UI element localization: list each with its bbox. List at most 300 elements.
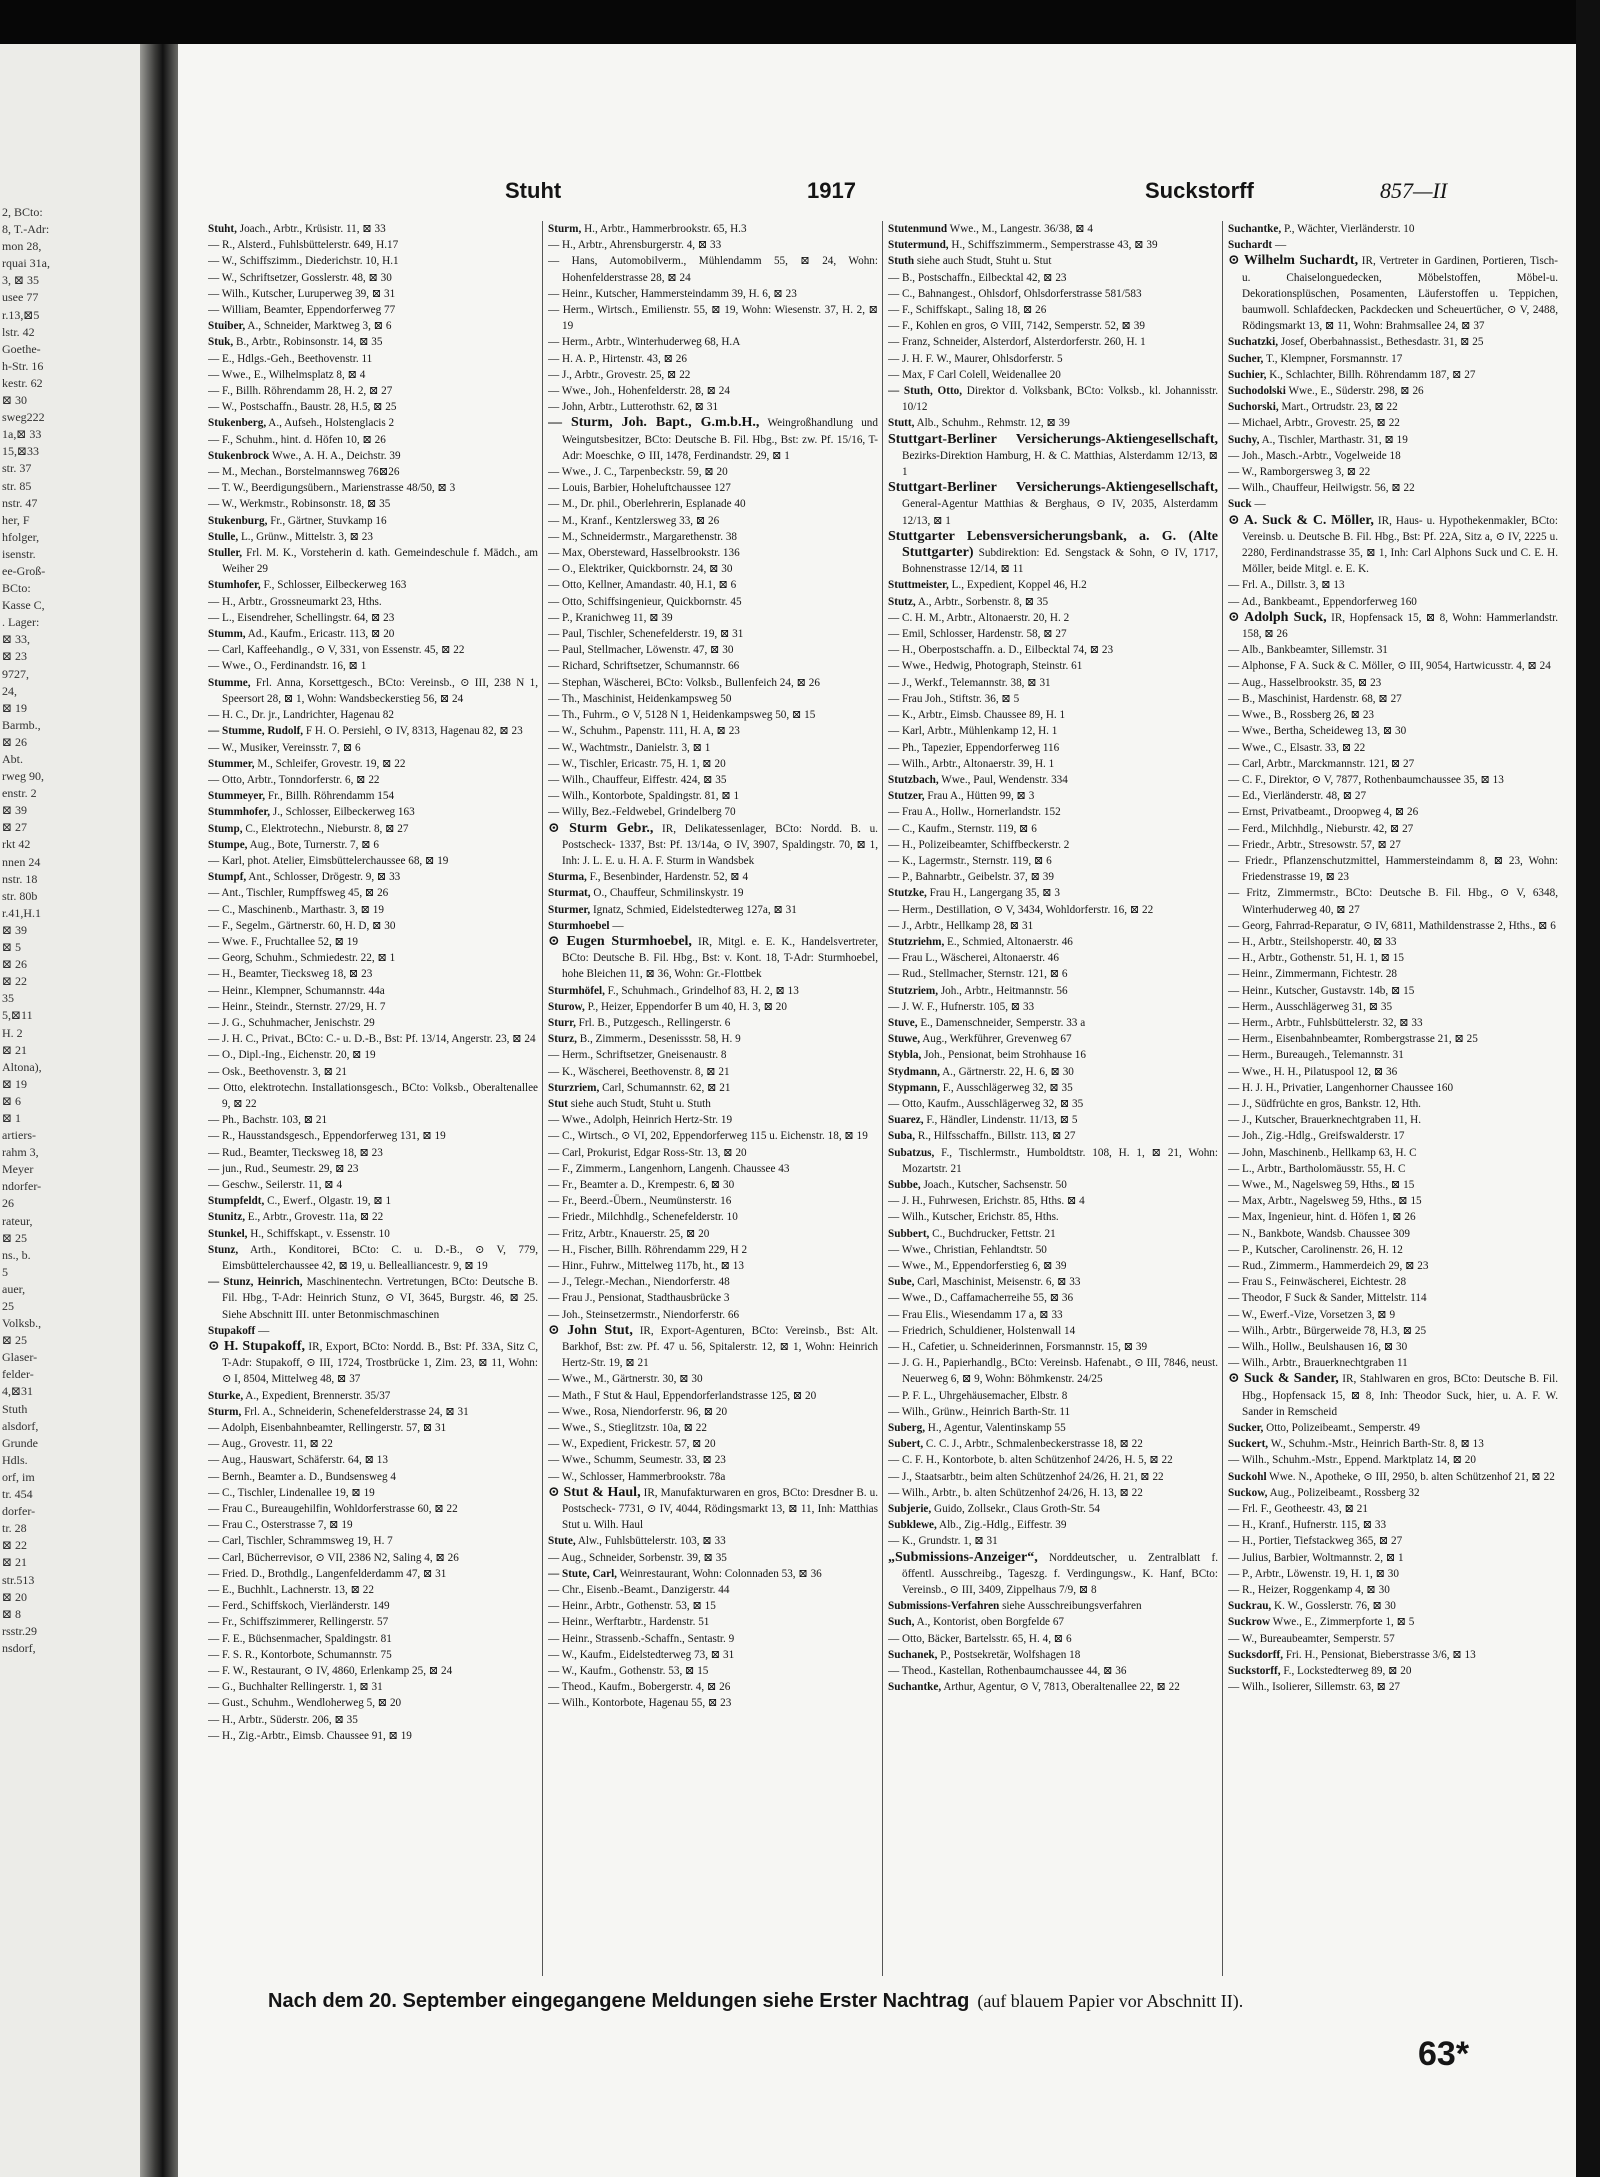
entry-details: Carl, Schumannstr. 62, ⊠ 21	[599, 1081, 731, 1094]
entry-details: — Georg, Fahrrad-Reparatur, ⊙ IV, 6811, Mathildenstrasse 2, Hths., ⊠ 6	[1228, 919, 1556, 932]
directory-entry	[548, 999, 878, 1015]
entry-name: Stutzer,	[888, 790, 925, 803]
directory-entry	[208, 642, 538, 658]
previous-page-fragment: 1a,⊠ 33	[2, 427, 42, 442]
entry-details: — C., Wirtsch., ⊙ VI, 202, Eppendorferweg 115 u. Eichenstr. 18, ⊠ 19	[548, 1130, 868, 1143]
entry-details: Aug., Bote, Turnerstr. 7, ⊠ 6	[247, 838, 380, 851]
previous-page-fragment: kestr. 62	[2, 375, 43, 390]
directory-entry	[208, 1452, 538, 1468]
directory-entry	[888, 902, 1218, 918]
entry-details: — Aug., Hasselbrookstr. 35, ⊠ 23	[1228, 676, 1382, 689]
entry-details: — M., Mechan., Borstelmannsweg 76⊠26	[208, 466, 400, 479]
directory-entry	[1228, 1161, 1558, 1177]
directory-entry	[888, 1290, 1218, 1306]
entry-details: IR, Vertreter in Gardinen, Portieren, Tisch-u. Chaiselonguedecken, Möbelstoffen, Möbel-u. Dekorationsplüschen, Posamenten, Läuferstoffen u. Teppichen, baumwoll. Schlafdecken, Packdecken und Scheuertücher, ⊙ V, 2488, Rödingsmarkt 13, ⊠ 11, Wohn: Brahmsallee 24, ⊠ 37	[1242, 255, 1558, 333]
entry-details: — Georg, Schuhm., Schmiedestr. 22, ⊠ 1	[208, 952, 396, 965]
entry-details: F., Tischlermstr., Humboldtstr. 108, H. 1, ⊠ 21, Wohn: Mozartstr. 21	[902, 1146, 1218, 1175]
directory-entry	[208, 610, 538, 626]
directory-entry	[548, 1258, 878, 1274]
previous-page-fragment: mon 28,	[2, 239, 42, 254]
entry-name: Stulle,	[208, 530, 239, 543]
directory-entry	[208, 902, 538, 918]
entry-details: Maschinentechn. Vertretungen, BCto: Deutsche B. Fil. Hbg., T-Adr: Heinrich Stunz, ⊙ VI, 3645, Burgstr. 46, ⊠ 25. Siehe Abschnitt III. unter Betonmischmaschinen	[222, 1276, 538, 1321]
directory-entry	[888, 1193, 1218, 1209]
directory-entry	[208, 1614, 538, 1630]
entry-name: ⊙ Sturm Gebr.,	[548, 820, 654, 836]
previous-page-fragment: ⊠ 33,	[2, 632, 31, 647]
directory-entry	[888, 837, 1218, 853]
directory-column-3	[888, 221, 1218, 1976]
entry-details: — J., Arbtr., Hellkamp 28, ⊠ 31	[888, 919, 1034, 932]
entry-details: — Ant., Tischler, Rumpffsweg 45, ⊠ 26	[208, 887, 389, 900]
directory-entry	[1228, 577, 1558, 593]
directory-entry	[208, 1647, 538, 1663]
entry-name: Stummhofer,	[208, 806, 271, 819]
entry-details: A., Aufseh., Holstenglacis 2	[266, 417, 395, 430]
entry-details: A., Tischler, Marthastr. 31, ⊠ 19	[1259, 433, 1408, 446]
entry-details: — K., Wäscherei, Beethovenstr. 8, ⊠ 21	[548, 1065, 730, 1078]
directory-entry	[548, 480, 878, 496]
entry-details: — Herm., Bureaugeh., Telemannstr. 31	[1228, 1049, 1404, 1062]
previous-page-fragment: ndorfer-	[2, 1179, 42, 1194]
directory-entry	[548, 918, 878, 934]
entry-name: Stutermund,	[888, 239, 949, 252]
entry-details: — Karl, Arbtr., Mühlenkamp 12, H. 1	[888, 725, 1058, 738]
directory-entry	[1228, 1047, 1558, 1063]
entry-name: Stumme,	[208, 676, 251, 689]
entry-details: — Wilh., Kontorbote, Hagenau 55, ⊠ 23	[548, 1697, 732, 1710]
entry-details: General-Agentur Matthias & Berghaus, ⊙ IV, 2035, Alsterdamm 12/13, ⊠ 1	[902, 498, 1218, 527]
directory-entry	[888, 1242, 1218, 1258]
directory-entry	[548, 1647, 878, 1663]
directory-entry	[548, 1420, 878, 1436]
entry-details: Mart., Ortrudstr. 23, ⊠ 22	[1278, 401, 1398, 414]
entry-details: Wwe., A. H. A., Deichstr. 39	[269, 449, 401, 462]
entry-details: A., Gärtnerstr. 22, H. 6, ⊠ 30	[939, 1065, 1074, 1078]
directory-entry	[548, 610, 878, 626]
directory-entry	[888, 885, 1218, 901]
directory-entry	[208, 1112, 538, 1128]
entry-details: Wwe. N., Apotheke, ⊙ III, 2950, b. alten Schützenhof 21, ⊠ 22	[1266, 1470, 1555, 1483]
entry-details: — Heinr., Kutscher, Gustavstr. 14b, ⊠ 15	[1228, 984, 1415, 997]
directory-entry	[888, 302, 1218, 318]
entry-details: — L., Arbtr., Bartholomäusstr. 55, H. C	[1228, 1162, 1406, 1175]
entry-details: — Aug., Schneider, Sorbenstr. 39, ⊠ 35	[548, 1551, 727, 1564]
entry-name: Sturr,	[548, 1016, 576, 1029]
directory-entry	[888, 1209, 1218, 1225]
entry-name: Stump,	[208, 822, 243, 835]
previous-page-fragment: 5	[2, 1264, 8, 1279]
directory-entry	[888, 1128, 1218, 1144]
entry-details: L., Grünw., Mittelstr. 3, ⊠ 23	[238, 530, 373, 543]
entry-details: — O., Elektriker, Quickbornstr. 24, ⊠ 30	[548, 563, 733, 576]
directory-entry	[888, 480, 1218, 529]
entry-details: — Wwe. F., Fruchtallee 52, ⊠ 19	[208, 935, 358, 948]
entry-name: Suchodolski	[1228, 385, 1286, 398]
entry-details: — F., Segelm., Gärtnerstr. 60, H. D, ⊠ 30	[208, 919, 396, 932]
previous-page-fragment: ⊠ 23	[2, 649, 28, 664]
entry-details: — H., Arbtr., Ahrensburgerstr. 4, ⊠ 33	[548, 239, 722, 252]
previous-page-fragment: Meyer	[2, 1162, 34, 1177]
entry-name: Suchatzki,	[1228, 336, 1279, 349]
entry-details: R., Hilfsschaffn., Billstr. 113, ⊠ 27	[915, 1130, 1076, 1143]
previous-page-fragment: BCto:	[2, 581, 31, 596]
entry-name: Suck	[1228, 498, 1252, 511]
entry-details: — Ed., Vierländerstr. 48, ⊠ 27	[1228, 790, 1367, 803]
entry-details: — H., Arbtr., Grossneumarkt 23, Hths.	[208, 595, 382, 608]
entry-name: ⊙ Adolph Suck,	[1228, 609, 1327, 625]
directory-entry	[208, 788, 538, 804]
directory-entry	[1228, 513, 1558, 578]
entry-details: — O., Dipl.-Ing., Eichenstr. 20, ⊠ 19	[208, 1049, 376, 1062]
entry-details: Aug., Werkführer, Grevenweg 67	[920, 1033, 1072, 1046]
directory-entry	[208, 1663, 538, 1679]
entry-details: — Richard, Schriftsetzer, Schumannstr. 66	[548, 660, 740, 673]
directory-entry	[208, 1015, 538, 1031]
previous-page-fragment: Hdls.	[2, 1452, 28, 1467]
directory-entry	[548, 545, 878, 561]
directory-entry	[208, 707, 538, 723]
previous-page-fragment: 2, BCto:	[2, 205, 43, 219]
entry-details: — Otto, Arbtr., Tonndorferstr. 6, ⊠ 22	[208, 773, 380, 786]
entry-details: Joach., Arbtr., Krüsistr. 11, ⊠ 33	[236, 223, 386, 235]
entry-name: Sturmhöfel,	[548, 984, 605, 997]
directory-entry	[208, 351, 538, 367]
directory-entry	[888, 577, 1218, 593]
directory-entry	[548, 1631, 878, 1647]
entry-details: — Wwe., J. C., Tarpenbeckstr. 59, ⊠ 20	[548, 466, 728, 479]
entry-details: — C. H. M., Arbtr., Altonaerstr. 20, H. 2	[888, 611, 1070, 624]
directory-entry	[208, 1695, 538, 1711]
directory-entry	[208, 1469, 538, 1485]
entry-details: — Wilh., Chauffeur, Eiffestr. 424, ⊠ 35	[548, 773, 727, 786]
entry-name: Stuk,	[208, 336, 234, 349]
directory-entry	[1228, 1614, 1558, 1630]
directory-column-4	[1228, 221, 1558, 1976]
entry-details: — Fr., Beerd.-Übern., Neumünsterstr. 16	[548, 1195, 732, 1208]
entry-details: — W., Tischler, Ericastr. 75, H. 1, ⊠ 20	[548, 757, 726, 770]
directory-entry	[1228, 1064, 1558, 1080]
directory-entry	[548, 577, 878, 593]
entry-details: — F., Schiffskapt., Saling 18, ⊠ 26	[888, 304, 1047, 317]
directory-entry	[888, 707, 1218, 723]
directory-entry	[888, 1047, 1218, 1063]
directory-entry	[548, 675, 878, 691]
entry-details: IR, Haus- u. Hypothekenmakler, BCto: Vereinsb. u. Deutsche B. Fil. Hbg., Bst: Pf. 22A, Sitz a, ⊙ IV, 2225 u. 2280, Ferdinandstrasse 35, ⊠ 1, Inh: Carl Alphons Suck und C. E. H. Möller, beide Mitgl. e. E. K.	[1242, 514, 1558, 576]
entry-details: — H., Fischer, Billh. Röhrendamm 229, H 2	[548, 1243, 748, 1256]
entry-details: — Fried. D., Brothdlg., Langenfelderdamm 47, ⊠ 31	[208, 1567, 447, 1580]
directory-entry	[1228, 999, 1558, 1015]
directory-entry	[888, 1485, 1218, 1501]
directory-entry	[888, 383, 1218, 415]
entry-details: — Paul, Tischler, Schenefelderstr. 19, ⊠ 31	[548, 628, 744, 641]
entry-details: — Herm., Schriftsetzer, Gneisenaustr. 8	[548, 1049, 727, 1062]
directory-entry	[548, 529, 878, 545]
entry-details: — B., Maschinist, Hardenstr. 68, ⊠ 27	[1228, 692, 1402, 705]
previous-page-fragment: ee-Groß-	[2, 563, 46, 578]
entry-details: — N., Bankbote, Wandsb. Chaussee 309	[1228, 1227, 1410, 1240]
entry-name: Sturmhoebel	[548, 919, 610, 932]
directory-entry	[888, 1388, 1218, 1404]
previous-page-fragment: ns., b.	[2, 1247, 31, 1262]
directory-entry	[208, 594, 538, 610]
previous-page-fragment: Abt.	[2, 752, 23, 766]
directory-entry	[208, 1533, 538, 1549]
entry-details: — K., Grundstr. 1, ⊠ 31	[888, 1535, 998, 1548]
entry-details: Arthur, Agentur, ⊙ V, 7813, Oberaltenallee 22, ⊠ 22	[941, 1681, 1180, 1694]
entry-details: — Frau C., Osterstrasse 7, ⊠ 19	[208, 1519, 353, 1532]
directory-entry	[888, 642, 1218, 658]
entry-details: — H., Beamter, Tiecksweg 18, ⊠ 23	[208, 968, 373, 981]
entry-details: K. W., Gosslerstr. 76, ⊠ 30	[1271, 1600, 1396, 1613]
entry-details: — Frau J., Pensionat, Stadthausbrücke 3	[548, 1292, 730, 1305]
directory-entry	[888, 756, 1218, 772]
entry-details: — Wwe., B., Rossberg 26, ⊠ 23	[1228, 709, 1375, 722]
entry-details: — P., Kranichweg 11, ⊠ 39	[548, 611, 673, 624]
entry-name: — Stunz, Heinrich,	[208, 1276, 303, 1289]
entry-details: — H., Arbtr., Steilshoperstr. 40, ⊠ 33	[1228, 935, 1397, 948]
previous-page-fragment: Grunde	[2, 1435, 38, 1450]
directory-entry	[888, 1404, 1218, 1420]
entry-details: — Joh., Zig.-Hdlg., Greifswalderstr. 17	[1228, 1130, 1405, 1143]
entry-details: — Franz, Schneider, Alsterdorf, Alsterdorferstr. 260, H. 1	[888, 336, 1146, 349]
directory-entry	[888, 691, 1218, 707]
entry-details: — Heinr., Strassenb.-Schaffn., Sentastr. 9	[548, 1632, 735, 1645]
entry-details: — Otto, Kellner, Amandastr. 40, H.1, ⊠ 6	[548, 579, 737, 592]
directory-entry	[548, 1290, 878, 1306]
directory-entry	[208, 1485, 538, 1501]
entry-details: — W., Bureaubeamter, Semperstr. 57	[1228, 1632, 1395, 1645]
entry-details: — Wilh., Arbtr., Brauerknechtgraben 11	[1228, 1357, 1408, 1370]
previous-page-fragment: ⊠ 6	[2, 1093, 22, 1108]
entry-details: — Geschw., Seilerstr. 11, ⊠ 4	[208, 1178, 343, 1191]
directory-entry	[208, 253, 538, 269]
entry-details: C. C. J., Arbtr., Schmalenbeckerstrasse 18, ⊠ 22	[923, 1438, 1143, 1451]
entry-details: — Ad., Bankbeamt., Eppendorferweg 160	[1228, 595, 1417, 608]
entry-details: — Wilh., Kutscher, Erichstr. 85, Hths.	[888, 1211, 1059, 1224]
entry-details: — F. S. R., Kontorbote, Schumannstr. 75	[208, 1648, 392, 1661]
entry-name: Sturmer,	[548, 903, 591, 916]
previous-page-fragment: ⊠ 26	[2, 957, 28, 972]
directory-entry	[1228, 1631, 1558, 1647]
previous-page-fragment: usee 77	[2, 290, 39, 305]
previous-page-fragment: nstr. 47	[2, 495, 38, 510]
previous-page-fragment: rsstr.29	[2, 1623, 38, 1638]
previous-page-fragments	[0, 204, 50, 1657]
entry-details: — Osk., Beethovenstr. 3, ⊠ 21	[208, 1065, 347, 1078]
directory-entry	[208, 983, 538, 999]
entry-details: — Heinr., Zimmermann, Fichtestr. 28	[1228, 968, 1398, 981]
entry-details: — Th., Maschinist, Heidenkampsweg 50	[548, 692, 732, 705]
entry-details: Ad., Kaufm., Ericastr. 113, ⊠ 20	[245, 628, 395, 641]
directory-entry	[1228, 399, 1558, 415]
directory-entry	[1228, 1469, 1558, 1485]
directory-entry	[548, 1226, 878, 1242]
directory-entry	[888, 1080, 1218, 1096]
directory-entry	[548, 1145, 878, 1161]
directory-entry	[208, 658, 538, 674]
entry-name: Suckohl	[1228, 1470, 1267, 1483]
directory-entry	[548, 415, 878, 464]
directory-entry	[1228, 950, 1558, 966]
directory-entry	[208, 934, 538, 950]
entry-details: — Frl. F., Geotheestr. 43, ⊠ 21	[1228, 1503, 1368, 1516]
entry-name: „Submissions-Anzeiger“,	[888, 1549, 1038, 1565]
entry-details: Aug., Polizeibeamt., Rossberg 32	[1267, 1486, 1420, 1499]
entry-details: — Julius, Barbier, Woltmannstr. 2, ⊠ 1	[1228, 1551, 1404, 1564]
entry-details: — Wilh., Arbtr., b. alten Schützenhof 24/26, H. 13, ⊠ 22	[888, 1486, 1143, 1499]
entry-details: — Wilh., Arbtr., Bürgerweide 78, H.3, ⊠ 25	[1228, 1324, 1427, 1337]
directory-entry	[888, 675, 1218, 691]
entry-details: — Max, F Carl Colell, Weidenallee 20	[888, 368, 1061, 381]
entry-details: — L., Eisendreher, Schellingstr. 64, ⊠ 23	[208, 611, 395, 624]
entry-details: — J., Arbtr., Grovestr. 25, ⊠ 22	[548, 368, 691, 381]
directory-entry	[888, 1015, 1218, 1031]
entry-details: Alb., Zig.-Hdlg., Eiffestr. 39	[936, 1519, 1067, 1532]
directory-entry	[208, 513, 538, 529]
directory-entry	[1228, 1307, 1558, 1323]
entry-name: Sucker,	[1228, 1422, 1264, 1435]
directory-entry	[548, 302, 878, 334]
entry-details: — Wwe., D., Caffamacherreihe 55, ⊠ 36	[888, 1292, 1074, 1305]
directory-entry	[1228, 918, 1558, 934]
entry-details: — F., Schuhm., hint. d. Höfen 10, ⊠ 26	[208, 433, 386, 446]
entry-details: — W., Kaufm., Eidelstedterweg 73, ⊠ 31	[548, 1648, 735, 1661]
previous-page-fragment: ⊠ 30	[2, 393, 28, 408]
directory-entry	[1228, 756, 1558, 772]
directory-entry	[208, 334, 538, 350]
entry-details: siehe auch Studt, Stuht u. Stut	[914, 255, 1052, 268]
entry-details: — W., Expedient, Frickestr. 57, ⊠ 20	[548, 1438, 716, 1451]
previous-page-fragment: ⊠ 39	[2, 922, 28, 937]
entry-details: siehe Ausschreibungsverfahren	[999, 1600, 1142, 1613]
directory-entry	[1228, 1647, 1558, 1663]
directory-entry	[1228, 1582, 1558, 1598]
entry-details: F., Schuhmach., Grindelhof 83, H. 2, ⊠ 13	[604, 984, 799, 997]
entry-name: Stunitz,	[208, 1211, 245, 1224]
entry-name: Stukenburg,	[208, 514, 268, 527]
previous-page-fragment: H. 2	[2, 1025, 23, 1040]
directory-entry	[208, 756, 538, 772]
entry-name: ⊙ A. Suck & C. Möller,	[1228, 512, 1374, 528]
previous-page-fragment: 24,	[2, 683, 17, 698]
directory-entry	[548, 399, 878, 415]
scan-border-top	[0, 0, 1600, 44]
previous-page-fragment: rquai 31a,	[2, 256, 50, 271]
entry-details: — Emil, Schlosser, Hardenstr. 58, ⊠ 27	[888, 628, 1067, 641]
directory-entry	[548, 788, 878, 804]
directory-entry	[1228, 1501, 1558, 1517]
entry-details: — Heinr., Steindr., Sternstr. 27/29, H. 7	[208, 1000, 386, 1013]
entry-details: — Wilh., Kutscher, Luruperweg 39, ⊠ 31	[208, 287, 396, 300]
directory-entry	[888, 853, 1218, 869]
directory-entry	[1228, 1031, 1558, 1047]
directory-entry	[1228, 821, 1558, 837]
entry-details: Weingroßhandlung und Weingutsbesitzer, BCto: Deutsche B. Fil. Hbg., Bst: zw. Pf. 15/16, T-Adr: Moeschke, ⊙ III, 1478, Ferdinandstr. 29, ⊠ 1	[562, 417, 878, 462]
entry-details: — Wwe., C., Elsastr. 33, ⊠ 22	[1228, 741, 1366, 754]
directory-entry	[208, 302, 538, 318]
directory-entry	[548, 1096, 878, 1112]
directory-entry	[888, 270, 1218, 286]
entry-name: Stutenmund	[888, 223, 948, 235]
entry-details: — Heinr., Arbtr., Gothenstr. 53, ⊠ 15	[548, 1600, 716, 1613]
previous-page-fragment: ⊠ 19	[2, 700, 28, 715]
directory-entry	[548, 1485, 878, 1534]
directory-entry	[548, 1614, 878, 1630]
entry-details: — Theodor, F Suck & Sander, Mittelstr. 114	[1228, 1292, 1427, 1305]
directory-entry	[888, 1112, 1218, 1128]
directory-entry	[548, 1663, 878, 1679]
directory-entry	[548, 237, 878, 253]
entry-details: Frl. B., Putzgesch., Rellingerstr. 6	[575, 1016, 731, 1029]
directory-entry	[548, 1128, 878, 1144]
entry-details: —	[255, 1324, 270, 1337]
entry-name: Subklewe,	[888, 1519, 937, 1532]
directory-entry	[548, 1047, 878, 1063]
directory-entry	[208, 1728, 538, 1744]
column-divider	[542, 221, 543, 1976]
directory-entry	[1228, 1080, 1558, 1096]
directory-entry	[208, 999, 538, 1015]
directory-entry	[888, 1031, 1218, 1047]
directory-entry	[548, 691, 878, 707]
entry-details: — M., Schneidermstr., Margarethenstr. 38	[548, 530, 738, 543]
sheet-mark: 63*	[1418, 2035, 1470, 2073]
directory-entry	[888, 918, 1218, 934]
directory-entry	[1228, 658, 1558, 674]
directory-entry	[208, 1550, 538, 1566]
entry-details: — Otto, Kaufm., Ausschlägerweg 32, ⊠ 35	[888, 1097, 1084, 1110]
previous-page-fragment: Stuth	[2, 1401, 28, 1416]
directory-entry	[888, 966, 1218, 982]
directory-entry	[1228, 448, 1558, 464]
entry-details: — W., Postschaffn., Baustr. 28, H.5, ⊠ 25	[208, 401, 397, 414]
entry-name: Subbe,	[888, 1178, 921, 1191]
directory-entry	[888, 334, 1218, 350]
entry-details: IR, Stahlwaren en gros, BCto: Deutsche B. Fil. Hbg., Hopfensack 15, ⊠ 8, Inh: Theodor Suck, hier, u. A. F. W. Sander in Remscheid	[1242, 1373, 1558, 1418]
directory-entry	[208, 1177, 538, 1193]
entry-details: — R., Heizer, Roggenkamp 4, ⊠ 30	[1228, 1584, 1390, 1597]
directory-entry	[1228, 966, 1558, 982]
entry-details: — Wwe., M., Eppendorferstieg 6, ⊠ 39	[888, 1260, 1067, 1272]
entry-details: — J., Staatsarbtr., beim alten Schützenhof 24/26, H. 21, ⊠ 22	[888, 1470, 1164, 1483]
directory-entry	[208, 950, 538, 966]
directory-entry	[208, 1339, 538, 1388]
directory-entry	[1228, 1436, 1558, 1452]
entry-details: F., Schlosser, Eilbeckerweg 163	[260, 579, 407, 592]
entry-details: — Fritz, Zimmermstr., BCto: Deutsche B. Fil. Hbg., ⊙ V, 6348, Winterhuderweg 40, ⊠ 27	[1228, 887, 1558, 916]
directory-entry	[548, 464, 878, 480]
entry-details: — Herm., Arbtr., Fuhlsbüttelerstr. 32, ⊠ 33	[1228, 1016, 1423, 1029]
directory-entry	[208, 1161, 538, 1177]
directory-entry	[1228, 853, 1558, 885]
entry-details: — W., Werkmstr., Robinsonstr. 18, ⊠ 35	[208, 498, 391, 511]
entry-details: F., Ausschlägerweg 32, ⊠ 35	[939, 1081, 1073, 1094]
entry-name: Suchantke,	[1228, 223, 1282, 235]
directory-entry	[208, 1145, 538, 1161]
entry-details: — Carl, Arbtr., Marckmannstr. 121, ⊠ 27	[1228, 757, 1415, 770]
previous-page-fragment: ⊠ 19	[2, 1076, 28, 1091]
entry-name: Suckstorff,	[1228, 1665, 1281, 1678]
directory-entry	[208, 367, 538, 383]
entry-details: — Wwe., Joh., Hohenfelderstr. 28, ⊠ 24	[548, 385, 730, 398]
directory-entry	[208, 270, 538, 286]
entry-details: — H., Polizeibeamter, Schiffbeckerstr. 2	[888, 838, 1070, 851]
entry-details: — J. W. F., Hufnerstr. 105, ⊠ 33	[888, 1000, 1035, 1013]
directory-entry	[208, 853, 538, 869]
directory-entry	[888, 432, 1218, 481]
directory-entry	[208, 837, 538, 853]
